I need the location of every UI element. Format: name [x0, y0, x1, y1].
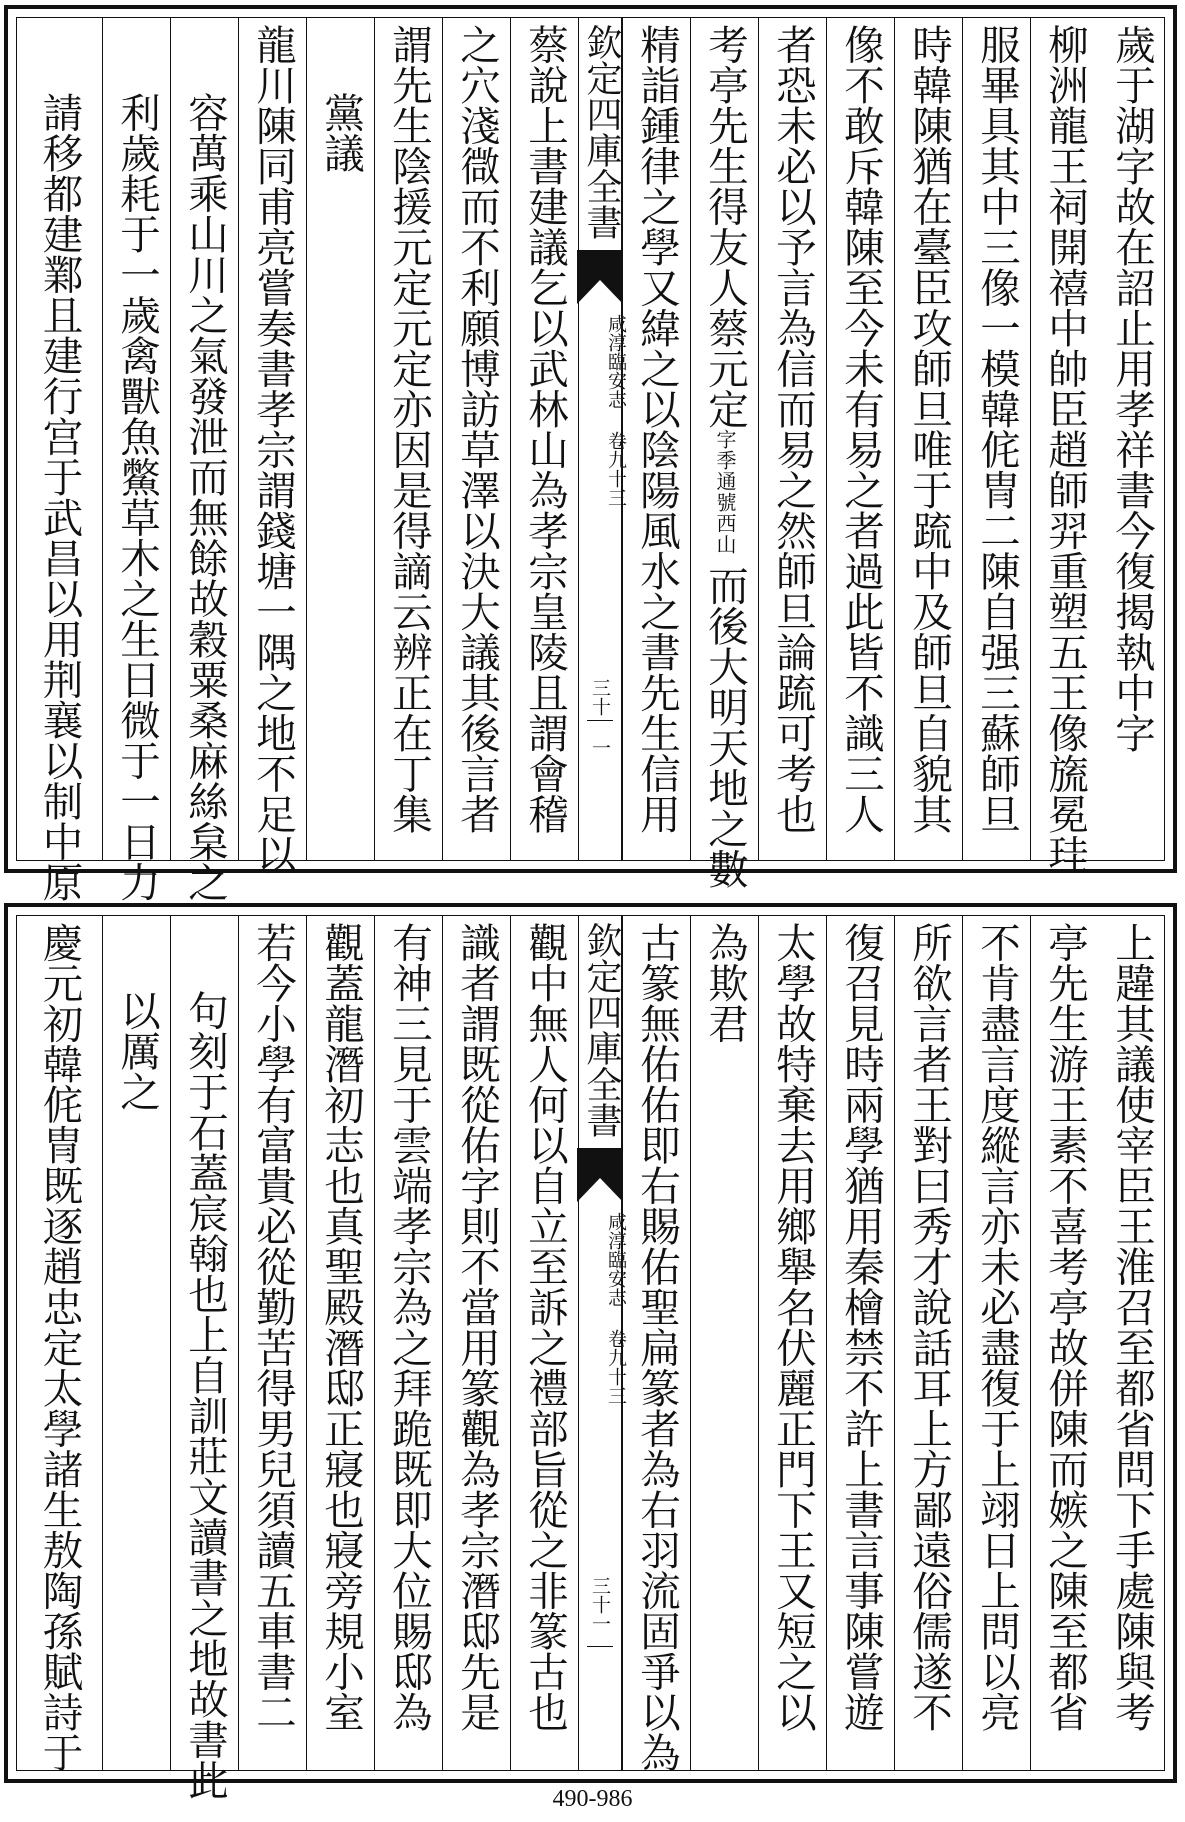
text-column — [962, 916, 1030, 1770]
column-text: 觀中無人何以自立至訴之禮部旨從之非篆古也 — [521, 922, 569, 1732]
column-text: 容萬乘山川之氣發泄而無餘故穀粟桑麻絲枲之 — [181, 92, 229, 902]
text-column — [442, 916, 510, 1770]
column-text: 之穴淺㣲而不利願博訪草澤以決大議其後言者 — [453, 24, 501, 834]
text-column — [374, 18, 442, 860]
column-text: 識者謂既從佑字則不當用篆觀為孝宗潛邸先是 — [453, 922, 501, 1732]
text-column — [510, 916, 578, 1770]
column-text: 精詣鍾律之學又緯之以陰陽風水之書先生信用 — [633, 24, 681, 834]
column-text: 服畢具其中三像一模韓侂冑二陳自强三蘇師旦 — [973, 24, 1021, 834]
text-column — [102, 18, 170, 902]
text-column — [306, 18, 374, 860]
top-page — [4, 5, 1177, 902]
text-column — [510, 18, 578, 860]
book-title: 欽定四庫全書 — [581, 922, 622, 1138]
column-text: 亭先生游王素不喜考亭故併陳而嫉之陳至都省 — [1041, 922, 1089, 1732]
text-column — [374, 916, 442, 1770]
column-text: 句刻于石蓋宸翰也上自訓莊文讀書之地故書此 — [181, 990, 229, 1800]
column-text: 太學故特棄去用鄉舉名伏麗正門下王又短之以 — [769, 922, 817, 1732]
column-text: 觀蓋龍潛初志也真聖殿潛邸正寢也寢旁規小室 — [317, 922, 365, 1732]
text-column — [622, 916, 690, 1773]
text-column — [238, 916, 306, 1770]
column-text: 利歲耗于一歲禽獸魚鱉草木之生日微于一日力 — [113, 92, 161, 902]
center-fold — [578, 916, 627, 1770]
column-text: 時韓陳猶在臺臣攻師旦唯于䟽中及師旦自貌其 — [905, 24, 953, 834]
column-text: 謂先生陰援元定元定亦因是得謫云辨正在丁集 — [385, 24, 433, 834]
text-column — [170, 916, 238, 1800]
volume-label: 咸淳臨安志 卷九十三 — [605, 1212, 627, 1405]
column-text: 古篆無佑佑即右賜佑聖扁篆者為右羽流固爭以為 — [633, 922, 681, 1773]
column-text: 蔡說上書建議乞以武林山為孝宗皇陵且謂會稽 — [521, 24, 569, 834]
column-text: 柳洲龍王祠開禧中帥臣趙師羿重塑五王像旒冕珪 — [1041, 24, 1089, 875]
text-column — [442, 18, 510, 860]
text-column — [238, 18, 306, 875]
text-column — [758, 18, 826, 860]
text-column — [826, 916, 894, 1770]
text-column — [690, 916, 758, 1770]
column-text — [691, 24, 759, 889]
text-column — [1098, 18, 1166, 860]
top-page-frame — [16, 17, 1165, 902]
column-text: 龍川陳同甫亮嘗奏書孝宗謂錢塘一隅之地不足以 — [249, 24, 297, 875]
text-column — [170, 18, 238, 902]
fishtail-mark-icon — [577, 250, 623, 304]
text-column — [1098, 916, 1166, 1770]
text-column — [17, 18, 102, 902]
text-column — [1030, 18, 1098, 875]
text-column — [758, 916, 826, 1770]
leaf-number: 三十一 — [589, 1576, 611, 1633]
column-text: 有神三見于雲端孝宗為之拜跪既即大位賜邸為 — [385, 922, 433, 1732]
text-column — [102, 916, 170, 1770]
center-fold — [578, 18, 627, 860]
column-text: 像不敢斥韓陳至今未有易之者過此皆不識三人 — [837, 24, 885, 834]
column-text: 若今小學有富貴必從勤苦得男兒須讀五車書二 — [249, 922, 297, 1732]
column-text: 不肯盡言度縱言亦未必盡復于上翊日上問以亮 — [973, 922, 1021, 1732]
column-text: 歲于湖字故在詔止用孝祥書今復揭執中字 — [1108, 24, 1156, 753]
column-text: 上韙其議使宰臣王淮召至都省問下手處陳與考 — [1108, 922, 1156, 1732]
column-text: 所欲言者王對曰秀才說話耳上方鄙遠俗儒遂不 — [905, 922, 953, 1732]
page-number: 490-986 — [552, 1786, 633, 1812]
center-rule — [587, 1646, 613, 1647]
volume-label: 咸淳臨安志 卷九十三 — [605, 314, 627, 507]
column-text: 為欺君 — [701, 922, 749, 1044]
interlinear-note: 字季通號西山 — [713, 429, 737, 555]
column-text: 慶元初韓侂冑既逐趙忠定太學諸生敖陶孫賦詩于 — [35, 922, 84, 1773]
text-column — [962, 18, 1030, 860]
text-column — [690, 18, 758, 889]
fishtail-mark-icon — [577, 1148, 623, 1202]
column-text: 以厲之 — [113, 990, 161, 1112]
leaf-number: 三十 一 — [589, 678, 611, 757]
text-column — [894, 916, 962, 1770]
text-column — [306, 916, 374, 1770]
text-column — [826, 18, 894, 860]
column-text: 黨議 — [317, 92, 365, 173]
column-text: 請移都建鄴且建行宫于武昌以用荆襄以制中原 — [35, 92, 84, 902]
column-text-continued: 而後大明天地之數 — [701, 565, 749, 889]
text-column — [17, 916, 102, 1773]
text-column — [1030, 916, 1098, 1770]
column-text: 者恐未必以予言為信而易之然師旦論䟽可考也 — [769, 24, 817, 834]
column-text: 復召見時兩學猶用秦檜禁不許上書言事陳嘗遊 — [837, 922, 885, 1732]
book-title: 欽定四庫全書 — [581, 24, 622, 240]
column-text-main: 考亭先生得友人蔡元定 — [701, 24, 749, 429]
text-column — [622, 18, 690, 860]
text-column — [894, 18, 962, 860]
